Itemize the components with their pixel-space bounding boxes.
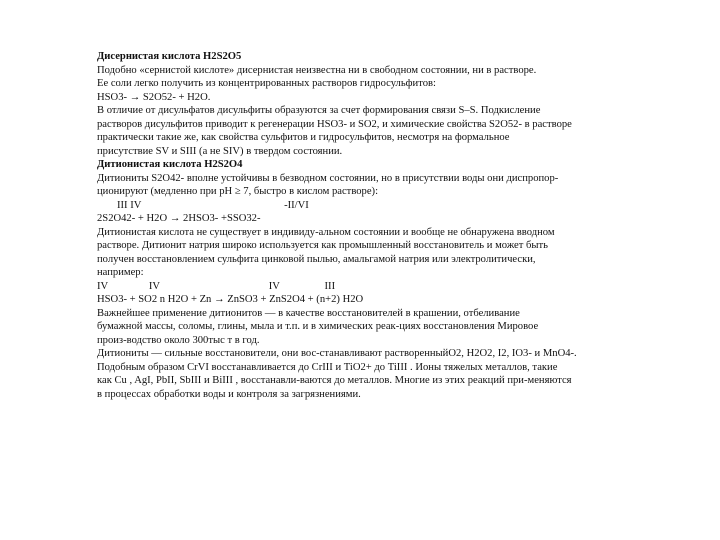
- paragraph-line: Подобно «сернистой кислоте» дисернистая неизвестна ни в свободном состоянии, ни в растворе.: [97, 64, 537, 76]
- paragraph-line: в процессах обработки воды и контроля за загрязнениями.: [97, 388, 361, 400]
- paragraph-line: практически такие же, как свойства сульфитов и гидросульфитов, несмотря на формальное: [97, 132, 510, 143]
- paragraph-line: Дитионистая кислота не существует в индивиду-альном состоянии и вообще не обнаружена вводном: [97, 226, 555, 238]
- paragraph-line: ционируют (медленно при pH ≥ 7, быстро в кислом растворе):: [97, 186, 379, 197]
- ox-state-label: IV: [268, 280, 280, 292]
- paragraph-line: Ее соли легко получить из концентрированных растворов гидросульфитов:: [97, 78, 436, 89]
- paragraph-line: произ-водство около 300тыс т в год.: [97, 334, 260, 346]
- ox-state-label: IV: [148, 280, 161, 292]
- heading-dithionous-acid: Дитионистая кислота H2S2O4: [97, 159, 243, 170]
- paragraph-line: например:: [97, 267, 144, 278]
- paragraph-line: В отличие от дисульфатов дисульфиты образуются за счет формирования связи S–S. Подкисление: [97, 105, 541, 116]
- paragraph-line: Дитиониты S2O42- вполне устойчивы в безводном состоянии, но в присутствии воды они диспропор-: [97, 172, 559, 184]
- oxidation-states-row: [97, 280, 642, 294]
- paragraph-line: растворе. Дитионит натрия широко используется как промышленный восстановитель и может быть: [97, 240, 548, 251]
- heading-disulfurous-acid: Дисернистая кислота H2S2O5: [97, 51, 242, 62]
- ox-state-label: III IV: [117, 199, 142, 211]
- paragraph-line: получен восстановлением сульфита цинковой пылью, амальгамой натрия или электролитически,: [97, 253, 536, 265]
- paragraph-line: присутствие SV и SIII (а не SIV) в твердом состоянии.: [97, 145, 343, 157]
- equation-line: HSO3- → S2O52- + H2O.: [97, 91, 211, 103]
- ox-state-label: III: [324, 280, 336, 292]
- equation-line: 2S2O42- + H2O → 2HSO3- +SSO32-: [97, 213, 261, 224]
- paragraph-line: Важнейшее применение дитионитов — в качестве восстановителей в крашении, отбеливание: [97, 307, 520, 319]
- ox-state-label: -II/VI: [284, 199, 309, 211]
- paragraph-line: как Cu , AgI, PbII, SbIII и BiIII , восстанавли-ваются до металлов. Многие из этих реакций при-меняются: [97, 375, 572, 386]
- equation-line: HSO3- + SO2 n H2O + Zn → ZnSO3 + ZnS2O4 + (n+2) H2O: [97, 294, 364, 305]
- oxidation-states-row: [97, 199, 642, 213]
- paragraph-line: Дитиониты — сильные восстановители, они вос-станавливают растворенныйO2, H2O2, I2, IO3- и MnO4-.: [97, 348, 577, 359]
- document-body: [97, 50, 642, 401]
- paragraph-line: растворов дисульфитов приводит к регенерации HSO3- и SO2, и химические свойства S2O52- в растворе: [97, 118, 572, 130]
- ox-state-label: IV: [97, 280, 109, 292]
- paragraph-line: бумажной массы, соломы, глины, мыла и т.п. и в химических реак-циях восстановления Мировое: [97, 321, 539, 332]
- paragraph-line: Подобным образом CrVI восстанавливается до CrIII и TiO2+ до TiIII . Ионы тяжелых металлов, такие: [97, 361, 558, 373]
